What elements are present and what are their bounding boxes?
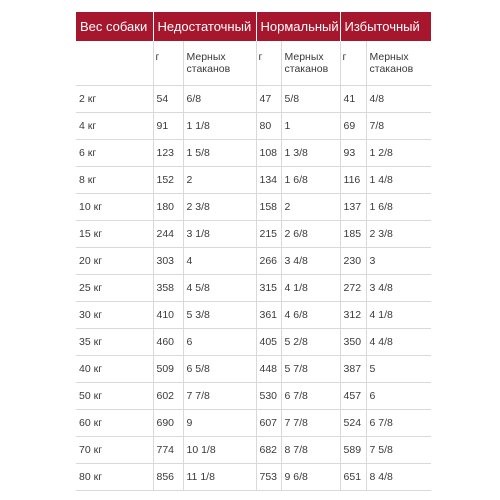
table-row — [76, 328, 431, 355]
cell-under-cups: 1 1/8 — [183, 112, 256, 139]
cell-normal-grams: 315 — [256, 274, 281, 301]
cell-over-grams: 230 — [340, 247, 366, 274]
cell-under-grams: 123 — [153, 139, 183, 166]
cell-normal-cups: 9 6/8 — [281, 463, 340, 490]
cell-normal-cups: 4 6/8 — [281, 301, 340, 328]
cell-dog-weight: 2 кг — [76, 85, 153, 112]
cell-over-cups: 4 1/8 — [366, 301, 431, 328]
cell-over-cups: 3 — [366, 247, 431, 274]
table-row — [76, 274, 431, 301]
cell-normal-cups: 2 — [281, 193, 340, 220]
cell-over-grams: 272 — [340, 274, 366, 301]
cell-normal-grams: 158 — [256, 193, 281, 220]
cell-under-cups: 5 3/8 — [183, 301, 256, 328]
cell-under-grams: 690 — [153, 409, 183, 436]
cell-under-cups: 9 — [183, 409, 256, 436]
cell-normal-cups: 1 3/8 — [281, 139, 340, 166]
cell-under-cups: 2 — [183, 166, 256, 193]
cell-over-cups: 7 5/8 — [366, 436, 431, 463]
cell-over-grams: 312 — [340, 301, 366, 328]
cell-under-cups: 1 5/8 — [183, 139, 256, 166]
table-row — [76, 193, 431, 220]
cell-over-cups: 8 4/8 — [366, 463, 431, 490]
cell-dog-weight: 50 кг — [76, 382, 153, 409]
table-row — [76, 301, 431, 328]
cell-over-grams: 137 — [340, 193, 366, 220]
cell-under-cups: 6/8 — [183, 85, 256, 112]
cell-over-cups: 6 — [366, 382, 431, 409]
cell-under-grams: 460 — [153, 328, 183, 355]
cell-normal-grams: 607 — [256, 409, 281, 436]
cell-over-grams: 116 — [340, 166, 366, 193]
cell-over-grams: 589 — [340, 436, 366, 463]
cell-dog-weight: 8 кг — [76, 166, 153, 193]
cell-under-grams: 774 — [153, 436, 183, 463]
cell-under-cups: 2 3/8 — [183, 193, 256, 220]
cell-over-grams: 524 — [340, 409, 366, 436]
cell-under-grams: 358 — [153, 274, 183, 301]
cell-under-grams: 856 — [153, 463, 183, 490]
cell-normal-grams: 753 — [256, 463, 281, 490]
cell-normal-cups: 7 7/8 — [281, 409, 340, 436]
cell-over-cups: 6 7/8 — [366, 409, 431, 436]
cell-under-cups: 3 1/8 — [183, 220, 256, 247]
cell-over-grams: 69 — [340, 112, 366, 139]
cell-dog-weight: 35 кг — [76, 328, 153, 355]
cell-dog-weight: 4 кг — [76, 112, 153, 139]
cell-under-cups: 11 1/8 — [183, 463, 256, 490]
cell-normal-cups: 6 7/8 — [281, 382, 340, 409]
cell-under-grams: 303 — [153, 247, 183, 274]
cell-over-cups: 2 3/8 — [366, 220, 431, 247]
cell-dog-weight: 10 кг — [76, 193, 153, 220]
cell-over-grams: 651 — [340, 463, 366, 490]
cell-under-cups: 6 — [183, 328, 256, 355]
header-dog-weight: Вес собаки — [76, 12, 153, 41]
subheader-cups: Мерных стаканов — [183, 41, 256, 85]
cell-normal-cups: 8 7/8 — [281, 436, 340, 463]
cell-dog-weight: 20 кг — [76, 247, 153, 274]
cell-dog-weight: 80 кг — [76, 463, 153, 490]
cell-normal-grams: 448 — [256, 355, 281, 382]
cell-over-cups: 3 4/8 — [366, 274, 431, 301]
cell-over-cups: 4/8 — [366, 85, 431, 112]
table-row — [76, 436, 431, 463]
cell-over-grams: 457 — [340, 382, 366, 409]
table-row — [76, 139, 431, 166]
table-row — [76, 409, 431, 436]
cell-dog-weight: 70 кг — [76, 436, 153, 463]
cell-normal-grams: 47 — [256, 85, 281, 112]
cell-dog-weight: 30 кг — [76, 301, 153, 328]
header-normal: Нормальный — [256, 12, 340, 41]
table-row — [76, 382, 431, 409]
cell-dog-weight: 40 кг — [76, 355, 153, 382]
cell-under-cups: 4 5/8 — [183, 274, 256, 301]
cell-over-cups: 4 4/8 — [366, 328, 431, 355]
table-row — [76, 247, 431, 274]
subheader-cups: Мерных стаканов — [281, 41, 340, 85]
cell-over-grams: 185 — [340, 220, 366, 247]
cell-normal-cups: 5 2/8 — [281, 328, 340, 355]
cell-over-cups: 7/8 — [366, 112, 431, 139]
cell-under-grams: 602 — [153, 382, 183, 409]
cell-normal-grams: 134 — [256, 166, 281, 193]
cell-under-cups: 4 — [183, 247, 256, 274]
cell-dog-weight: 6 кг — [76, 139, 153, 166]
cell-over-cups: 1 4/8 — [366, 166, 431, 193]
cell-normal-grams: 682 — [256, 436, 281, 463]
cell-normal-grams: 361 — [256, 301, 281, 328]
cell-normal-cups: 1 6/8 — [281, 166, 340, 193]
cell-normal-grams: 80 — [256, 112, 281, 139]
table-row — [76, 112, 431, 139]
cell-over-grams: 41 — [340, 85, 366, 112]
table-row — [76, 220, 431, 247]
cell-under-grams: 91 — [153, 112, 183, 139]
subheader-grams: г — [256, 41, 281, 85]
table-header — [76, 12, 431, 41]
subheader-grams: г — [153, 41, 183, 85]
header-overweight: Избыточный — [340, 12, 431, 41]
cell-over-cups: 1 6/8 — [366, 193, 431, 220]
table-body — [76, 41, 431, 490]
cell-under-cups: 7 7/8 — [183, 382, 256, 409]
cell-dog-weight: 60 кг — [76, 409, 153, 436]
cell-normal-grams: 405 — [256, 328, 281, 355]
cell-normal-cups: 3 4/8 — [281, 247, 340, 274]
cell-under-grams: 152 — [153, 166, 183, 193]
cell-over-grams: 93 — [340, 139, 366, 166]
cell-under-grams: 509 — [153, 355, 183, 382]
subheader-empty — [76, 41, 153, 85]
cell-dog-weight: 15 кг — [76, 220, 153, 247]
table-row — [76, 85, 431, 112]
feeding-table — [76, 12, 431, 491]
cell-over-cups: 5 — [366, 355, 431, 382]
cell-under-cups: 10 1/8 — [183, 436, 256, 463]
cell-normal-grams: 530 — [256, 382, 281, 409]
header-underweight: Недостаточный — [153, 12, 256, 41]
cell-over-grams: 350 — [340, 328, 366, 355]
cell-under-grams: 180 — [153, 193, 183, 220]
cell-over-cups: 1 2/8 — [366, 139, 431, 166]
table-row — [76, 166, 431, 193]
unit-subheader-row — [76, 41, 431, 85]
cell-normal-cups: 5 7/8 — [281, 355, 340, 382]
cell-normal-cups: 1 — [281, 112, 340, 139]
cell-under-grams: 244 — [153, 220, 183, 247]
cell-normal-cups: 4 1/8 — [281, 274, 340, 301]
subheader-cups: Мерных стаканов — [366, 41, 431, 85]
cell-under-grams: 410 — [153, 301, 183, 328]
cell-under-grams: 54 — [153, 85, 183, 112]
cell-under-cups: 6 5/8 — [183, 355, 256, 382]
cell-normal-cups: 5/8 — [281, 85, 340, 112]
cell-dog-weight: 25 кг — [76, 274, 153, 301]
cell-normal-cups: 2 6/8 — [281, 220, 340, 247]
cell-normal-grams: 266 — [256, 247, 281, 274]
cell-normal-grams: 108 — [256, 139, 281, 166]
table-row — [76, 463, 431, 490]
subheader-grams: г — [340, 41, 366, 85]
cell-normal-grams: 215 — [256, 220, 281, 247]
cell-over-grams: 387 — [340, 355, 366, 382]
table-row — [76, 355, 431, 382]
